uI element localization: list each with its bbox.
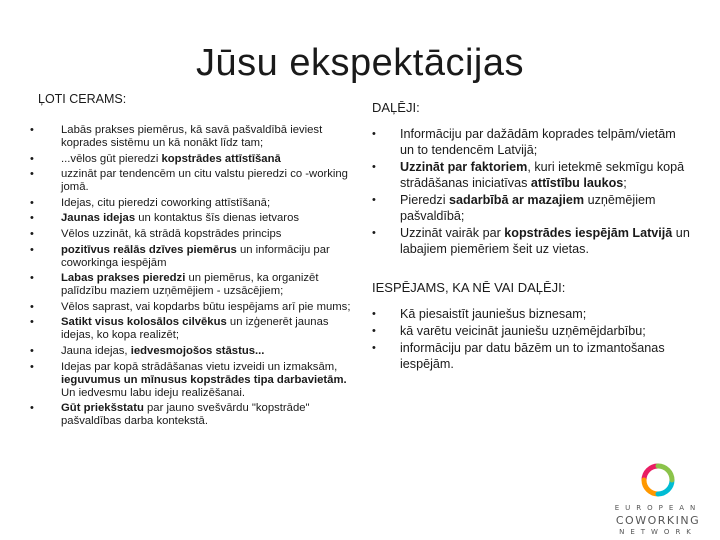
right-list-2: [372, 306, 692, 372]
logo-text-network: NETWORK: [619, 528, 697, 536]
list-item: [30, 301, 355, 314]
bold-text: Satikt visus kolosālos cilvēkus: [61, 316, 227, 329]
right-list: [372, 126, 692, 257]
list-item: [372, 340, 692, 372]
list-item: [372, 225, 692, 257]
text: uzņēmējiem pašvaldībā;: [400, 193, 656, 223]
bold-text: Uzzināt par faktoriem: [400, 160, 528, 174]
bold-text: sadarbībā ar mazajiem: [449, 193, 585, 207]
logo-mark-icon: [640, 462, 676, 498]
list-item: [30, 168, 355, 194]
list-item: [30, 361, 355, 400]
right-column: [372, 100, 692, 373]
text: Uzzināt vairāk par: [400, 226, 505, 240]
list-item: [30, 402, 355, 428]
text: uzzināt par tendencēm un citu valstu pieredzi co -working jomā.: [61, 168, 348, 194]
list-item: [30, 212, 355, 225]
text: Kā piesaistīt jauniešus biznesam;: [400, 307, 587, 321]
text: un izģenerēt jaunas idejas, ko kopa realizēt;: [61, 316, 329, 342]
text: Vēlos saprast, vai kopdarbs būtu iespējams arī pie mums;: [61, 300, 351, 313]
text: un informāciju par coworkinga iespējām: [61, 243, 330, 269]
list-item: [372, 306, 692, 322]
right-section-2: [372, 280, 692, 372]
page-title: Jūsu ekspektācijas: [196, 42, 524, 84]
left-list: [30, 124, 355, 428]
text: un labajiem piemēriem šeit uz vietas.: [400, 226, 690, 256]
logo-text-european: EUROPEAN: [614, 504, 702, 512]
text: Idejas par kopā strādāšanas vietu izveidi un izmaksām,: [61, 360, 338, 373]
bold-text: kopstrādes iespējām: [504, 226, 629, 240]
european-coworking-network-logo: [602, 462, 714, 538]
logo-text-coworking: COWORKING: [615, 514, 701, 527]
text: kā varētu veicināt jauniešu uzņēmējdarbību;: [400, 324, 646, 338]
list-item: [30, 228, 355, 241]
list-item: [30, 124, 355, 150]
list-item: [372, 192, 692, 224]
bold-text: iedvesmojošos stāstus...: [130, 344, 265, 357]
bold-text: Latvijā: [628, 226, 673, 240]
bold-text: pozitīvus reālās dzīves piemērus: [61, 243, 237, 256]
list-item: [30, 197, 355, 210]
right-heading-2: IESPĒJAMS, KA NĒ VAI DAĻĒJI:: [372, 280, 566, 295]
list-item: [372, 323, 692, 339]
bold-text: Gūt priekšstatu: [61, 402, 144, 415]
text: Un iedvesmu labu ideju realizēšanai.: [61, 386, 245, 399]
list-item: [30, 153, 355, 166]
left-heading: ĻOTI CERAMS:: [38, 92, 127, 106]
text: un piemērus, ka organizēt palīdzību maziem uzņēmējiem - uzsācējiem;: [61, 272, 319, 298]
text: informāciju par datu bāzēm un to izmantošanas iespējām.: [400, 341, 665, 371]
list-item: [372, 126, 692, 158]
text: Jauna idejas,: [61, 344, 131, 357]
text: ...vēlos gūt pieredzi: [61, 152, 162, 165]
bold-text: Jaunas idejas: [61, 212, 136, 225]
bold-text: ieguvumus un mīnusus kopstrādes tipa darbavietām.: [61, 373, 347, 386]
bold-text: attīstību laukos: [530, 176, 624, 190]
text: Idejas, citu pieredzi coworking attīstīšanā;: [61, 196, 271, 209]
text: un kontaktus šīs dienas ietvaros: [135, 212, 300, 225]
bold-text: Labas prakses pieredzi: [61, 272, 186, 285]
text: Vēlos uzzināt, kā strādā kopstrādes princips: [61, 227, 282, 240]
bold-text: kopstrādes attīstīšanā: [161, 152, 281, 165]
text: Informāciju par dažādām koprades telpām/vietām un to tendencēm Latvijā;: [400, 127, 676, 157]
text: Labās prakses piemērus, kā savā pašvaldībā ieviest koprades sistēmu un kā nonākt līdz tam;: [61, 124, 323, 149]
text: Pieredzi: [400, 193, 449, 207]
list-item: [30, 316, 355, 342]
list-item: [30, 345, 355, 358]
right-heading: DAĻĒJI:: [372, 100, 420, 115]
list-item: [30, 272, 355, 298]
text: , kuri ietekmē sekmīgu kopā strādāšanas iniciatīvas: [400, 160, 685, 190]
text: par jauno svešvārdu "kopstrāde" pašvaldības darba kontekstā.: [61, 402, 310, 428]
left-column: [30, 92, 355, 431]
list-item: [372, 159, 692, 191]
text: ;: [623, 176, 627, 190]
list-item: [30, 244, 355, 270]
